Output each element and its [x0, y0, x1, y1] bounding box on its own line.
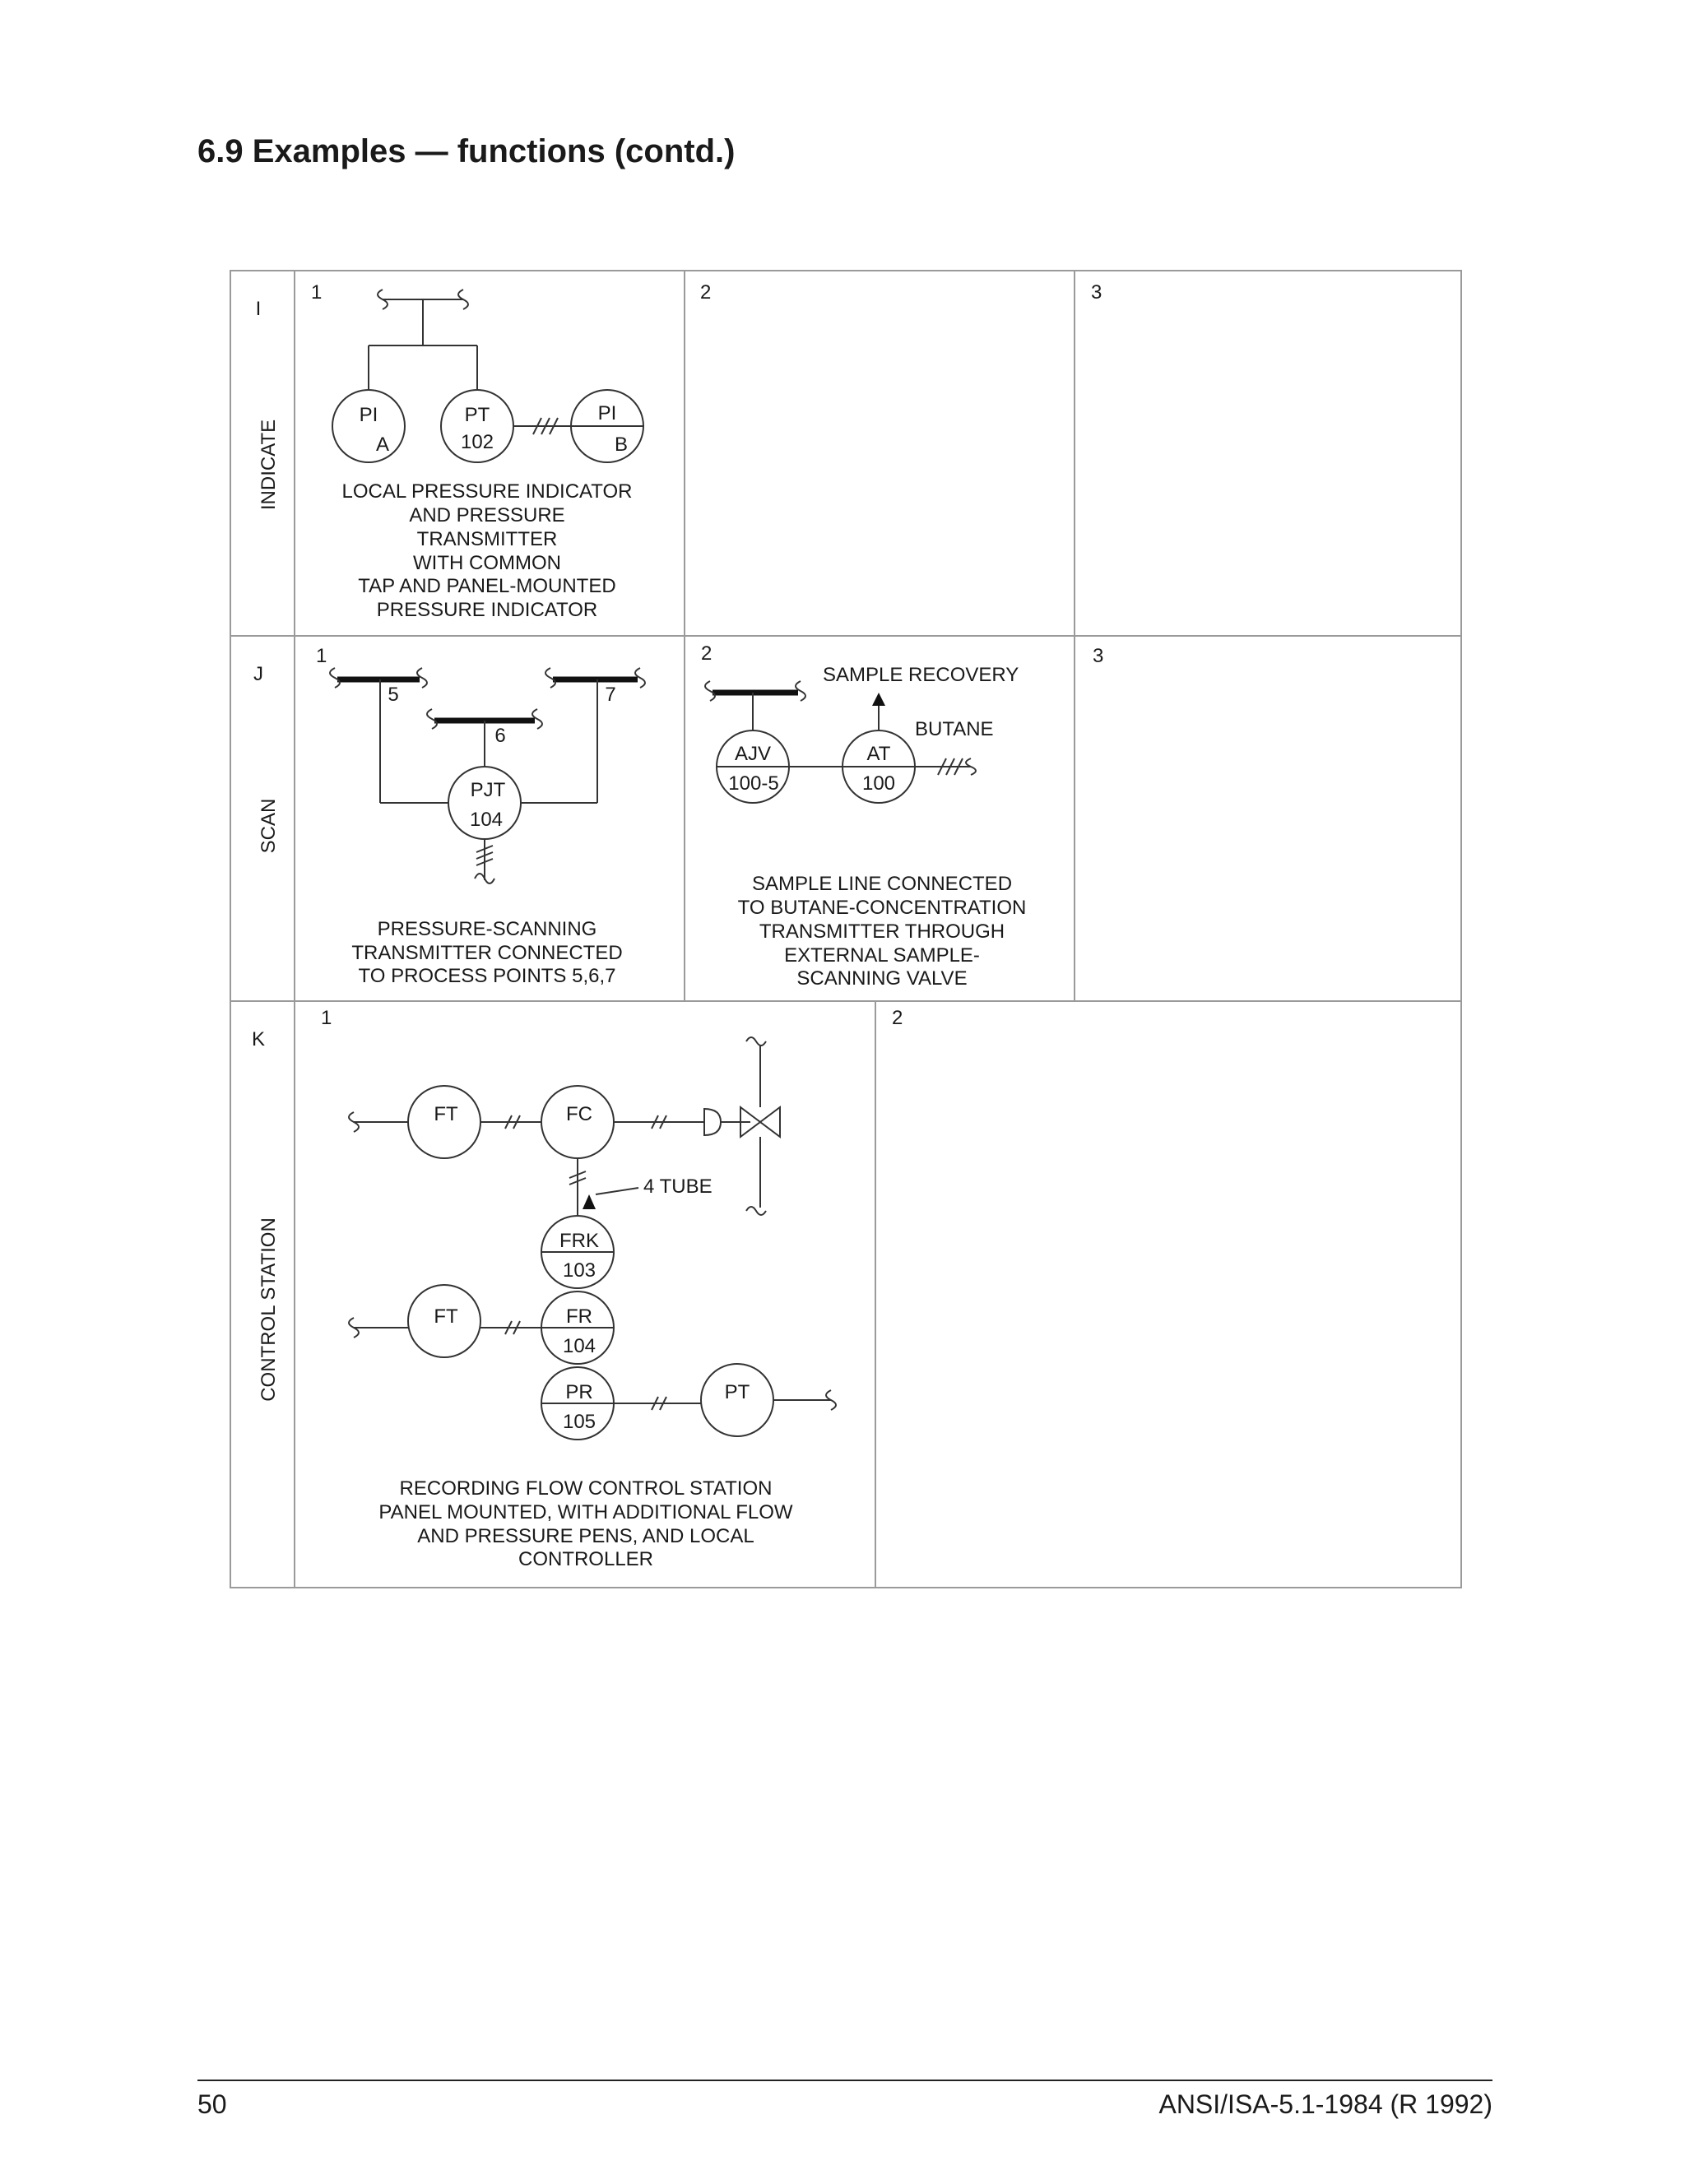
row-label-control-station: CONTROL STATION [258, 1217, 280, 1402]
svg-text:103: 103 [562, 1259, 596, 1282]
footer-rule [197, 2080, 1492, 2081]
svg-text:104: 104 [469, 809, 504, 831]
svg-text:WITH COMMON: WITH COMMON [413, 552, 561, 574]
svg-text:PT: PT [464, 404, 490, 426]
row-letter-i: I [255, 298, 262, 320]
cell-number-i3: 3 [1091, 281, 1102, 304]
diagram-k1 [349, 1037, 836, 1570]
row-letter-k: K [251, 1028, 266, 1050]
electric-signal-hatch [533, 418, 558, 434]
svg-text:5: 5 [388, 684, 399, 706]
svg-text:CONTROLLER: CONTROLLER [518, 1548, 654, 1570]
svg-text:FRK: FRK [559, 1230, 599, 1252]
svg-text:PR: PR [565, 1381, 593, 1403]
svg-text:SAMPLE RECOVERY: SAMPLE RECOVERY [823, 664, 1019, 686]
row-letter-j: J [253, 663, 263, 685]
svg-text:100-5: 100-5 [728, 772, 779, 795]
svg-text:B: B [614, 434, 629, 456]
svg-text:RECORDING FLOW CONTROL STATION: RECORDING FLOW CONTROL STATION [399, 1477, 773, 1500]
svg-text:104: 104 [562, 1335, 596, 1357]
page-number: 50 [197, 2089, 227, 2119]
svg-text:TRANSMITTER CONNECTED: TRANSMITTER CONNECTED [351, 942, 623, 964]
cell-number-j3: 3 [1093, 645, 1104, 667]
svg-text:AND PRESSURE: AND PRESSURE [409, 504, 565, 526]
svg-text:LOCAL PRESSURE INDICATOR: LOCAL PRESSURE INDICATOR [341, 480, 633, 503]
diagram-j1 [330, 668, 645, 987]
electric-signal-hatch [938, 758, 963, 775]
svg-text:AT: AT [866, 743, 891, 765]
diagram-j2 [705, 664, 1026, 990]
cell-number-j2: 2 [701, 642, 713, 665]
svg-text:PRESSURE-SCANNING: PRESSURE-SCANNING [377, 918, 597, 940]
svg-text:PJT: PJT [470, 779, 506, 801]
instrument-bubble-pi-a [332, 390, 405, 462]
svg-text:PRESSURE INDICATOR: PRESSURE INDICATOR [376, 599, 598, 621]
svg-text:PI: PI [359, 404, 378, 426]
standard-reference: ANSI/ISA-5.1-1984 (R 1992) [1158, 2089, 1492, 2119]
cell-number-k2: 2 [892, 1007, 903, 1029]
svg-text:FT: FT [434, 1305, 458, 1328]
svg-text:A: A [375, 434, 390, 456]
cell-number-k1: 1 [321, 1007, 332, 1029]
svg-text:AND PRESSURE PENS, AND LOCAL: AND PRESSURE PENS, AND LOCAL [417, 1525, 754, 1547]
cell-number-i1: 1 [311, 281, 323, 304]
section-heading: 6.9 Examples — functions (contd.) [197, 133, 736, 169]
svg-text:FR: FR [566, 1305, 592, 1328]
row-label-scan: SCAN [258, 798, 280, 854]
caption-j1 [351, 918, 622, 987]
caption-k1 [378, 1477, 792, 1570]
caption-j2 [738, 873, 1027, 990]
svg-text:TO PROCESS POINTS 5,6,7: TO PROCESS POINTS 5,6,7 [358, 965, 616, 987]
svg-text:7: 7 [605, 684, 616, 706]
svg-text:102: 102 [460, 431, 494, 453]
svg-text:SAMPLE LINE CONNECTED: SAMPLE LINE CONNECTED [751, 873, 1013, 895]
svg-text:105: 105 [562, 1411, 596, 1433]
svg-text:AJV: AJV [734, 743, 772, 765]
svg-text:100: 100 [861, 772, 896, 795]
svg-text:EXTERNAL SAMPLE-: EXTERNAL SAMPLE- [784, 944, 980, 967]
row-label-indicate: INDICATE [258, 419, 280, 511]
svg-text:TAP AND PANEL-MOUNTED: TAP AND PANEL-MOUNTED [358, 575, 616, 597]
svg-text:SCANNING VALVE: SCANNING VALVE [796, 967, 968, 990]
tube-arrow [583, 1194, 596, 1209]
electric-signal-hatch [476, 846, 493, 865]
svg-text:TRANSMITTER: TRANSMITTER [416, 528, 558, 550]
diaphragm-actuator [704, 1109, 721, 1135]
svg-text:6: 6 [494, 725, 506, 747]
flow-arrow [872, 693, 885, 706]
caption-i1 [342, 480, 633, 621]
svg-text:TO BUTANE-CONCENTRATION: TO BUTANE-CONCENTRATION [737, 897, 1027, 919]
svg-text:TRANSMITTER THROUGH: TRANSMITTER THROUGH [759, 920, 1005, 943]
svg-text:PI: PI [597, 402, 617, 424]
svg-text:PANEL MOUNTED, WITH ADDITIONAL: PANEL MOUNTED, WITH ADDITIONAL FLOW [378, 1501, 793, 1523]
svg-text:FC: FC [566, 1103, 592, 1125]
diagram-i1 [332, 290, 643, 621]
cell-number-i2: 2 [700, 281, 712, 304]
svg-text:PT: PT [724, 1381, 750, 1403]
svg-text:4 TUBE: 4 TUBE [643, 1175, 713, 1198]
cell-number-j1: 1 [316, 645, 327, 667]
svg-text:FT: FT [434, 1103, 458, 1125]
svg-text:BUTANE: BUTANE [915, 718, 994, 740]
